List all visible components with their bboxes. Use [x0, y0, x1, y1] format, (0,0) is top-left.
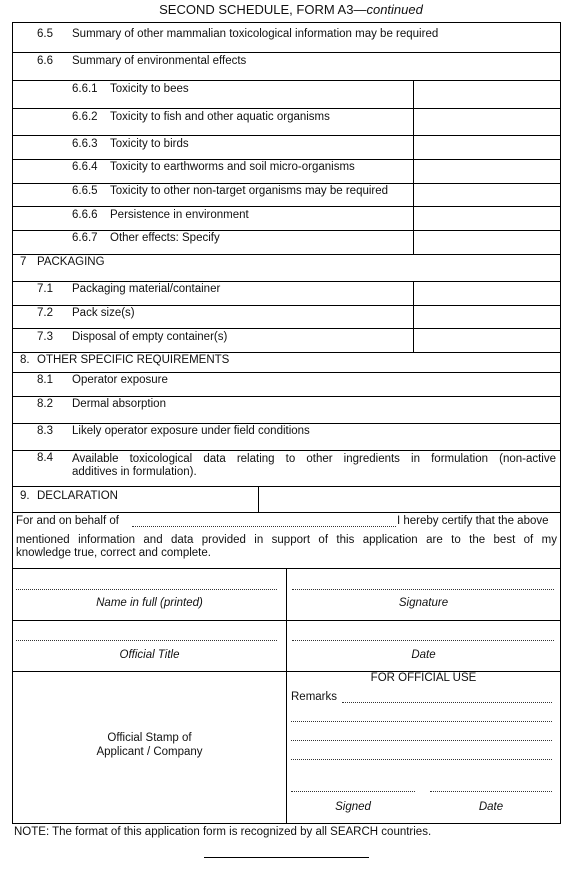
company-name-field[interactable] — [132, 526, 396, 527]
rule — [12, 823, 561, 824]
signature-label: Signature — [398, 597, 449, 609]
item-label: Toxicity to birds — [110, 138, 189, 150]
rule — [12, 22, 561, 23]
signed-label: Signed — [335, 801, 371, 813]
rule — [12, 423, 561, 424]
rule — [12, 52, 561, 53]
footer-rule — [204, 857, 369, 858]
item-number: 6.6.7 — [72, 232, 98, 244]
stamp-label-line2: Applicant / Company — [96, 746, 203, 758]
item-number: 8.1 — [37, 374, 53, 386]
item-number: 7.1 — [37, 283, 53, 295]
section-number: 9. — [20, 490, 30, 502]
remarks-line-3[interactable] — [291, 740, 552, 741]
item-label: Summary of other mammalian toxicological information may be required — [72, 28, 439, 40]
item-number: 6.6.2 — [72, 111, 98, 123]
value-cell-packaging[interactable] — [414, 282, 560, 305]
item-number: 6.6.1 — [72, 83, 98, 95]
declaration-end: I hereby certify that the above — [397, 515, 549, 527]
footer-note: NOTE: The format of this application form is recognized by all SEARCH countries. — [14, 826, 432, 838]
item-label: Persistence in environment — [110, 209, 249, 221]
rule — [12, 372, 561, 373]
item-label: Pack size(s) — [72, 307, 135, 319]
form-header — [0, 2, 582, 17]
item-number: 6.6 — [37, 55, 53, 67]
section-number: 7 — [20, 256, 27, 268]
item-number: 7.2 — [37, 307, 53, 319]
section-heading: OTHER SPECIFIC REQUIREMENTS — [37, 354, 230, 366]
item-label: Likely operator exposure under field conditions — [72, 425, 310, 437]
item-label: Toxicity to earthworms and soil micro-organisms — [110, 161, 355, 173]
form-title-suffix: —continued — [353, 2, 423, 17]
item-label: Summary of environmental effects — [72, 55, 247, 67]
date-field[interactable] — [292, 640, 554, 641]
item-number: 6.5 — [37, 28, 53, 40]
item-label-line2: additives in formulation). — [72, 466, 197, 478]
item-label: Packaging material/container — [72, 283, 221, 295]
form-title: SECOND SCHEDULE, FORM A3 — [159, 2, 354, 17]
value-cell-earthworms[interactable] — [414, 160, 560, 183]
rule — [12, 396, 561, 397]
item-number: 7.3 — [37, 331, 53, 343]
declaration-start: For and on behalf of — [16, 515, 119, 527]
item-label: Toxicity to bees — [110, 83, 189, 95]
item-label: Toxicity to other non-target organisms may be required — [110, 185, 389, 197]
item-label: Disposal of empty container(s) — [72, 331, 228, 343]
date-label: Date — [411, 649, 436, 661]
item-number: 8.3 — [37, 425, 53, 437]
section-heading: DECLARATION — [37, 490, 118, 502]
official-title-label: Official Title — [119, 649, 180, 661]
rule — [12, 254, 561, 255]
rule — [12, 450, 561, 451]
remarks-line-1[interactable] — [342, 702, 552, 703]
item-number: 6.6.6 — [72, 209, 98, 221]
name-field[interactable] — [16, 589, 277, 590]
signature-field[interactable] — [292, 589, 554, 590]
item-number: 6.6.5 — [72, 185, 98, 197]
rule — [12, 352, 561, 353]
value-cell-other-effects[interactable] — [414, 231, 560, 254]
value-cell-persistence[interactable] — [414, 207, 560, 230]
signed-field[interactable] — [291, 791, 415, 792]
item-number: 6.6.3 — [72, 138, 98, 150]
rule — [12, 512, 561, 513]
value-cell-fish[interactable] — [414, 109, 560, 135]
value-cell-bees[interactable] — [414, 81, 560, 108]
item-number: 8.4 — [37, 452, 53, 464]
official-title-field[interactable] — [16, 640, 277, 641]
value-cell-birds[interactable] — [414, 136, 560, 159]
item-number: 6.6.4 — [72, 161, 98, 173]
item-number: 8.2 — [37, 398, 53, 410]
item-label: Other effects: Specify — [110, 232, 220, 244]
official-date-label: Date — [478, 801, 504, 813]
item-label: Operator exposure — [72, 374, 168, 386]
item-label: Toxicity to fish and other aquatic organisms — [110, 111, 330, 123]
value-cell-pack-size[interactable] — [414, 306, 560, 328]
name-label: Name in full (printed) — [96, 597, 203, 609]
official-date-field[interactable] — [430, 791, 552, 792]
declaration-value-cell[interactable] — [259, 487, 560, 512]
remarks-line-4[interactable] — [291, 759, 552, 760]
declaration-line3: knowledge true, correct and complete. — [16, 547, 211, 559]
value-cell-non-target[interactable] — [414, 184, 560, 206]
section-heading: PACKAGING — [37, 256, 105, 268]
value-cell-disposal[interactable] — [414, 329, 560, 352]
remarks-line-2[interactable] — [291, 721, 552, 722]
section-number: 8. — [20, 354, 30, 366]
item-label: Dermal absorption — [72, 398, 166, 410]
stamp-label-line1: Official Stamp of — [107, 732, 192, 744]
declaration-line2: mentioned information and data provided in support of this application are to the best of my — [16, 534, 557, 546]
remarks-label: Remarks — [291, 691, 338, 703]
item-label-line1: Available toxicological data relating to other ingredients in formulation (non-active — [72, 453, 556, 465]
official-use-heading: FOR OFFICIAL USE — [370, 672, 477, 684]
